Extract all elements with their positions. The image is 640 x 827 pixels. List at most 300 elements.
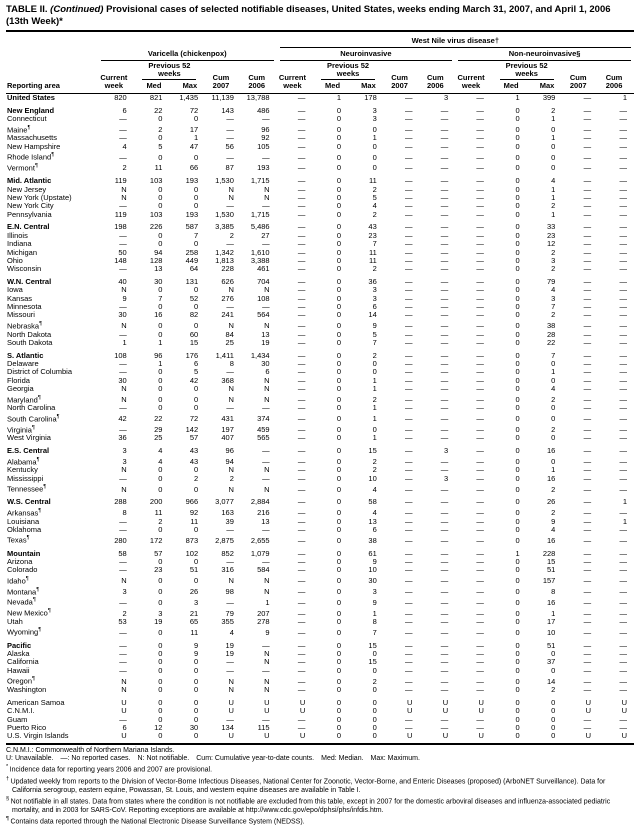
- value-cell: 0: [515, 697, 520, 707]
- value-cell: —: [226, 125, 234, 135]
- value-cell: 143: [221, 105, 234, 115]
- reporting-area-cell: Mid. Atlantic: [7, 176, 52, 186]
- value-cell: 0: [515, 385, 520, 394]
- value-cell: 0: [336, 360, 342, 369]
- value-cell: —: [226, 303, 234, 312]
- value-cell: 22: [154, 105, 163, 115]
- value-cell: —: [440, 618, 449, 627]
- value-cell: —: [619, 640, 627, 650]
- value-cell: 0: [515, 627, 520, 637]
- value-cell: 0: [515, 497, 520, 507]
- table-row: [6, 186, 634, 194]
- value-cell: 30: [189, 723, 199, 732]
- value-cell: —: [476, 222, 484, 232]
- value-cell: —: [119, 404, 127, 413]
- value-cell: 0: [372, 697, 377, 707]
- value-cell: —: [262, 457, 270, 467]
- value-cell: 11: [190, 627, 199, 637]
- value-cell: 0: [515, 185, 520, 194]
- value-cell: —: [583, 248, 592, 257]
- value-cell: 0: [515, 446, 520, 456]
- table-row: [6, 219, 634, 232]
- table-row: [6, 607, 634, 618]
- current-week-header: Current week: [98, 61, 134, 94]
- value-cell: 0: [193, 484, 199, 494]
- value-cell: 2: [372, 466, 377, 475]
- value-cell: —: [619, 666, 627, 675]
- value-cell: —: [583, 466, 592, 475]
- cum-2007-header: Cum 2007: [384, 61, 420, 94]
- value-cell: 626: [221, 277, 234, 287]
- value-cell: —: [583, 376, 592, 385]
- value-cell: 43: [189, 457, 199, 467]
- value-cell: —: [297, 466, 306, 475]
- value-cell: 2: [551, 202, 556, 211]
- value-cell: 79: [547, 277, 556, 287]
- value-cell: 92: [189, 508, 199, 518]
- value-cell: —: [297, 376, 306, 385]
- reporting-area-cell: Pennsylvania: [7, 210, 52, 219]
- value-cell: 1,079: [250, 548, 270, 558]
- value-cell: —: [619, 395, 627, 404]
- value-cell: 6: [122, 105, 127, 115]
- value-cell: 0: [372, 666, 377, 675]
- value-cell: —: [297, 350, 306, 360]
- value-cell: 1: [551, 368, 556, 377]
- value-cell: 56: [225, 142, 234, 151]
- value-cell: 0: [336, 587, 342, 597]
- value-cell: —: [440, 715, 449, 724]
- value-cell: 407: [221, 434, 234, 443]
- value-cell: —: [583, 240, 592, 249]
- value-cell: 0: [372, 368, 377, 377]
- value-cell: 0: [193, 685, 199, 694]
- value-cell: N: [228, 395, 234, 404]
- value-cell: 0: [193, 666, 199, 675]
- value-cell: —: [583, 414, 592, 424]
- value-cell: 108: [114, 350, 127, 360]
- value-cell: 6: [265, 368, 270, 377]
- footnote-line: ¶ Contains data reported through the National Electronic Disease Surveillance System (NEDSS).: [6, 816, 305, 826]
- table-row: [6, 545, 634, 558]
- value-cell: —: [583, 134, 592, 143]
- value-cell: N: [264, 185, 270, 194]
- value-cell: 0: [551, 650, 556, 659]
- value-cell: —: [583, 265, 592, 274]
- reporting-area-cell: Delaware: [7, 360, 39, 369]
- value-cell: —: [476, 338, 484, 347]
- value-cell: —: [476, 566, 484, 575]
- table-row: [6, 494, 634, 507]
- value-cell: 3: [122, 457, 127, 467]
- value-cell: 0: [515, 484, 520, 494]
- value-cell: —: [619, 484, 627, 494]
- previous-52-weeks-header: Previous 52 weeks: [134, 61, 205, 80]
- value-cell: 0: [193, 404, 199, 413]
- value-cell: —: [583, 176, 592, 186]
- value-cell: 0: [158, 240, 163, 249]
- reporting-area-cell: Iowa: [7, 286, 23, 295]
- value-cell: N: [121, 484, 127, 494]
- value-cell: 459: [257, 425, 270, 435]
- table-row: [6, 626, 634, 637]
- value-cell: —: [297, 185, 306, 194]
- value-cell: —: [297, 240, 306, 249]
- value-cell: 2: [122, 608, 127, 618]
- value-cell: 0: [372, 163, 377, 173]
- table-row: [6, 385, 634, 393]
- value-cell: 0: [515, 311, 520, 320]
- table-row: [6, 295, 634, 303]
- value-cell: —: [297, 723, 306, 732]
- value-cell: 0: [515, 474, 520, 483]
- value-cell: 0: [336, 576, 342, 586]
- table-row: [6, 211, 634, 219]
- value-cell: —: [619, 404, 627, 413]
- value-cell: 11: [154, 163, 163, 173]
- value-cell: —: [404, 286, 413, 295]
- value-cell: —: [404, 193, 413, 202]
- value-cell: —: [119, 525, 127, 534]
- value-cell: —: [119, 640, 127, 650]
- reporting-area-cell: Georgia: [7, 385, 34, 394]
- wnv-group-header: [277, 34, 634, 48]
- value-cell: —: [619, 185, 627, 194]
- value-cell: 0: [372, 125, 377, 135]
- table-row: [6, 394, 634, 405]
- value-cell: —: [583, 202, 592, 211]
- value-cell: 0: [193, 115, 199, 124]
- value-cell: 134: [221, 723, 234, 732]
- value-cell: —: [476, 134, 484, 143]
- value-cell: 47: [189, 142, 199, 151]
- value-cell: 3: [372, 286, 377, 295]
- value-cell: —: [476, 404, 484, 413]
- value-cell: —: [297, 152, 306, 162]
- value-cell: —: [583, 395, 592, 404]
- reporting-area-cell: Michigan: [7, 248, 38, 257]
- value-cell: U: [621, 732, 627, 741]
- value-cell: —: [476, 231, 484, 240]
- value-cell: —: [297, 321, 306, 331]
- value-cell: —: [440, 286, 449, 295]
- value-cell: 176: [185, 350, 199, 360]
- value-cell: —: [619, 608, 627, 618]
- value-cell: —: [619, 566, 627, 575]
- value-cell: 65: [189, 618, 199, 627]
- reporting-area-cell: Minnesota: [7, 303, 42, 312]
- reporting-area-cell: Maine¶: [7, 124, 31, 135]
- value-cell: 13: [261, 330, 270, 339]
- value-cell: N: [228, 185, 234, 194]
- value-cell: —: [404, 425, 413, 435]
- value-cell: —: [440, 105, 449, 115]
- value-cell: —: [404, 202, 413, 211]
- value-cell: N: [228, 576, 234, 586]
- value-cell: —: [404, 176, 413, 186]
- value-cell: 1: [551, 193, 556, 202]
- value-cell: 23: [154, 566, 163, 575]
- value-cell: 374: [257, 414, 270, 424]
- value-cell: —: [404, 330, 413, 339]
- value-cell: —: [583, 474, 592, 483]
- value-cell: —: [297, 231, 306, 240]
- table-row: [6, 456, 634, 467]
- footnote-line: † Updated weekly from reports to the Division of Vector-Borne Infectious Diseases, National Center for Zoonotic, Vector-Borne, and Enteric Diseases (proposed) (ArboNET Surveillance). Data for California serogroup, eastern equine, Powassan, St. Louis, and western equine diseases are available in Table I.: [6, 776, 606, 794]
- value-cell: —: [440, 265, 449, 274]
- table-row: [6, 347, 634, 360]
- value-cell: —: [404, 666, 413, 675]
- value-cell: 0: [551, 152, 556, 162]
- cum-2007-header: Cum 2007: [205, 61, 241, 94]
- value-cell: 1: [622, 517, 627, 526]
- neuroinvasive-group-header: Neuroinvasive: [277, 48, 456, 61]
- value-cell: 30: [118, 311, 127, 320]
- footnote-marker: *: [6, 764, 10, 771]
- header-row-groups: [6, 48, 634, 61]
- value-cell: 30: [261, 360, 270, 369]
- value-cell: —: [619, 466, 627, 475]
- value-cell: —: [619, 425, 627, 435]
- value-cell: 0: [193, 240, 199, 249]
- value-cell: —: [476, 240, 484, 249]
- value-cell: —: [119, 125, 127, 135]
- value-cell: —: [297, 277, 306, 287]
- value-cell: —: [297, 93, 306, 102]
- value-cell: 0: [193, 707, 199, 716]
- table-row: [6, 124, 634, 135]
- table-row: [6, 507, 634, 518]
- value-cell: —: [583, 338, 592, 347]
- value-cell: 0: [515, 176, 520, 186]
- value-cell: 228: [221, 265, 234, 274]
- value-cell: 0: [372, 152, 377, 162]
- value-cell: N: [264, 587, 270, 597]
- footnote-line: * Incidence data for reporting years 2006 and 2007 are provisional.: [6, 764, 213, 774]
- value-cell: 0: [515, 376, 520, 385]
- value-cell: U: [264, 732, 270, 741]
- value-cell: U: [299, 732, 306, 741]
- value-cell: 564: [257, 311, 270, 320]
- value-cell: —: [404, 321, 413, 331]
- value-cell: 27: [261, 231, 270, 240]
- value-cell: —: [476, 597, 484, 607]
- value-cell: 4: [372, 484, 377, 494]
- value-cell: —: [583, 618, 592, 627]
- value-cell: 1: [372, 434, 377, 443]
- value-cell: 0: [336, 152, 342, 162]
- value-cell: —: [583, 446, 592, 456]
- value-cell: 8: [229, 360, 234, 369]
- value-cell: —: [619, 446, 627, 456]
- value-cell: 57: [154, 548, 163, 558]
- value-cell: 9: [265, 627, 270, 637]
- reporting-area-cell: Oklahoma: [7, 525, 42, 534]
- value-cell: 2: [551, 105, 556, 115]
- value-cell: —: [476, 248, 484, 257]
- value-cell: U: [228, 707, 234, 716]
- value-cell: 0: [336, 627, 342, 637]
- title-label: TABLE II.: [6, 4, 48, 15]
- value-cell: —: [119, 597, 127, 607]
- value-cell: 0: [158, 385, 163, 394]
- value-cell: —: [583, 286, 592, 295]
- value-cell: —: [476, 517, 484, 526]
- value-cell: —: [297, 404, 306, 413]
- value-cell: —: [476, 425, 484, 435]
- value-cell: 0: [372, 685, 377, 694]
- value-cell: 0: [336, 185, 342, 194]
- value-cell: 0: [193, 152, 199, 162]
- value-cell: —: [619, 125, 627, 135]
- value-cell: —: [404, 294, 413, 303]
- value-cell: —: [440, 466, 449, 475]
- value-cell: 0: [336, 666, 342, 675]
- value-cell: —: [404, 222, 413, 232]
- value-cell: —: [440, 484, 449, 494]
- value-cell: 0: [158, 330, 163, 339]
- value-cell: 28: [547, 330, 556, 339]
- value-cell: 12: [547, 240, 556, 249]
- value-cell: 1: [372, 376, 377, 385]
- value-cell: —: [583, 185, 592, 194]
- value-cell: —: [404, 474, 413, 483]
- value-cell: 0: [158, 715, 163, 724]
- value-cell: 16: [547, 446, 556, 456]
- value-cell: —: [440, 385, 449, 394]
- value-cell: 0: [336, 425, 342, 435]
- value-cell: 1: [158, 338, 163, 347]
- reporting-area-cell: Louisiana: [7, 517, 40, 526]
- value-cell: —: [119, 666, 127, 675]
- value-cell: 2: [372, 395, 377, 404]
- value-cell: 0: [515, 193, 520, 202]
- value-cell: —: [297, 425, 306, 435]
- value-cell: 316: [221, 566, 234, 575]
- value-cell: 43: [368, 222, 377, 232]
- value-cell: 2: [372, 350, 377, 360]
- value-cell: 2: [551, 685, 556, 694]
- value-cell: —: [297, 658, 306, 667]
- value-cell: 36: [118, 434, 127, 443]
- med-header: Med: [134, 80, 170, 94]
- value-cell: —: [619, 535, 627, 545]
- value-cell: 0: [158, 368, 163, 377]
- value-cell: 4: [551, 525, 556, 534]
- value-cell: 0: [372, 732, 377, 741]
- value-cell: 0: [515, 508, 520, 518]
- value-cell: —: [583, 256, 592, 265]
- value-cell: 0: [515, 142, 520, 151]
- title-text: Provisional cases of selected notifiable diseases, United States, weeks ending March 31, 2007, and April 1, 2006 (13th Week)*: [6, 4, 611, 27]
- value-cell: —: [440, 395, 449, 404]
- value-cell: —: [476, 321, 484, 331]
- table-row: [6, 311, 634, 319]
- value-cell: —: [297, 497, 306, 507]
- value-cell: 2: [122, 163, 127, 173]
- value-cell: 0: [336, 115, 342, 124]
- value-cell: 1: [122, 338, 127, 347]
- value-cell: U: [121, 732, 127, 741]
- value-cell: 278: [257, 618, 270, 627]
- value-cell: —: [404, 608, 413, 618]
- table-row: [6, 377, 634, 385]
- reporting-area-cell: Idaho¶: [7, 575, 29, 586]
- value-cell: N: [264, 658, 270, 667]
- value-cell: —: [476, 497, 484, 507]
- value-cell: —: [619, 248, 627, 257]
- value-cell: 0: [158, 697, 163, 707]
- value-cell: U: [407, 697, 413, 707]
- value-cell: —: [262, 474, 270, 483]
- value-cell: 128: [149, 256, 163, 265]
- value-cell: 820: [114, 93, 127, 102]
- value-cell: —: [619, 202, 627, 211]
- value-cell: —: [619, 525, 627, 534]
- table-row: [6, 558, 634, 566]
- value-cell: 0: [515, 240, 520, 249]
- value-cell: —: [583, 93, 592, 102]
- value-cell: 193: [185, 176, 199, 186]
- value-cell: 13: [368, 517, 377, 526]
- value-cell: 1: [515, 548, 520, 558]
- value-cell: 8: [372, 618, 377, 627]
- value-cell: —: [119, 265, 127, 274]
- value-cell: 0: [158, 395, 163, 404]
- value-cell: 0: [515, 425, 520, 435]
- value-cell: U: [621, 697, 627, 707]
- value-cell: —: [404, 142, 413, 151]
- value-cell: 0: [515, 360, 520, 369]
- value-cell: —: [119, 715, 127, 724]
- value-cell: 0: [515, 732, 520, 741]
- value-cell: —: [619, 176, 627, 186]
- value-cell: 131: [185, 277, 199, 287]
- value-cell: —: [440, 497, 449, 507]
- value-cell: —: [440, 163, 449, 173]
- value-cell: 23: [368, 231, 377, 240]
- footnote-line: U: Unavailable. —: No reported cases. N: Not notifiable. Cum: Cumulative year-to-date counts. Med: Median. Max: Maximum.: [6, 754, 420, 762]
- value-cell: 0: [515, 395, 520, 404]
- table-row: [6, 173, 634, 186]
- value-cell: —: [404, 658, 413, 667]
- value-cell: 4: [158, 446, 163, 456]
- value-cell: 3: [158, 608, 163, 618]
- reporting-area-cell: American Samoa: [7, 697, 65, 707]
- value-cell: 0: [193, 385, 199, 394]
- value-cell: —: [440, 535, 449, 545]
- value-cell: —: [297, 508, 306, 518]
- value-cell: —: [404, 457, 413, 467]
- value-cell: 2,655: [250, 535, 270, 545]
- reporting-area-cell: Montana¶: [7, 586, 40, 597]
- value-cell: —: [476, 558, 484, 566]
- value-cell: —: [619, 350, 627, 360]
- value-cell: —: [297, 193, 306, 202]
- value-cell: —: [440, 176, 449, 186]
- value-cell: 16: [547, 535, 556, 545]
- value-cell: 0: [158, 525, 163, 534]
- value-cell: 9: [372, 321, 377, 331]
- value-cell: —: [440, 576, 449, 586]
- value-cell: 1,813: [215, 256, 234, 265]
- value-cell: 1: [551, 466, 556, 475]
- value-cell: 2: [551, 484, 556, 494]
- value-cell: 0: [336, 222, 342, 232]
- value-cell: 0: [336, 457, 342, 467]
- value-cell: 0: [515, 457, 520, 467]
- notifiable-diseases-table: [6, 34, 634, 741]
